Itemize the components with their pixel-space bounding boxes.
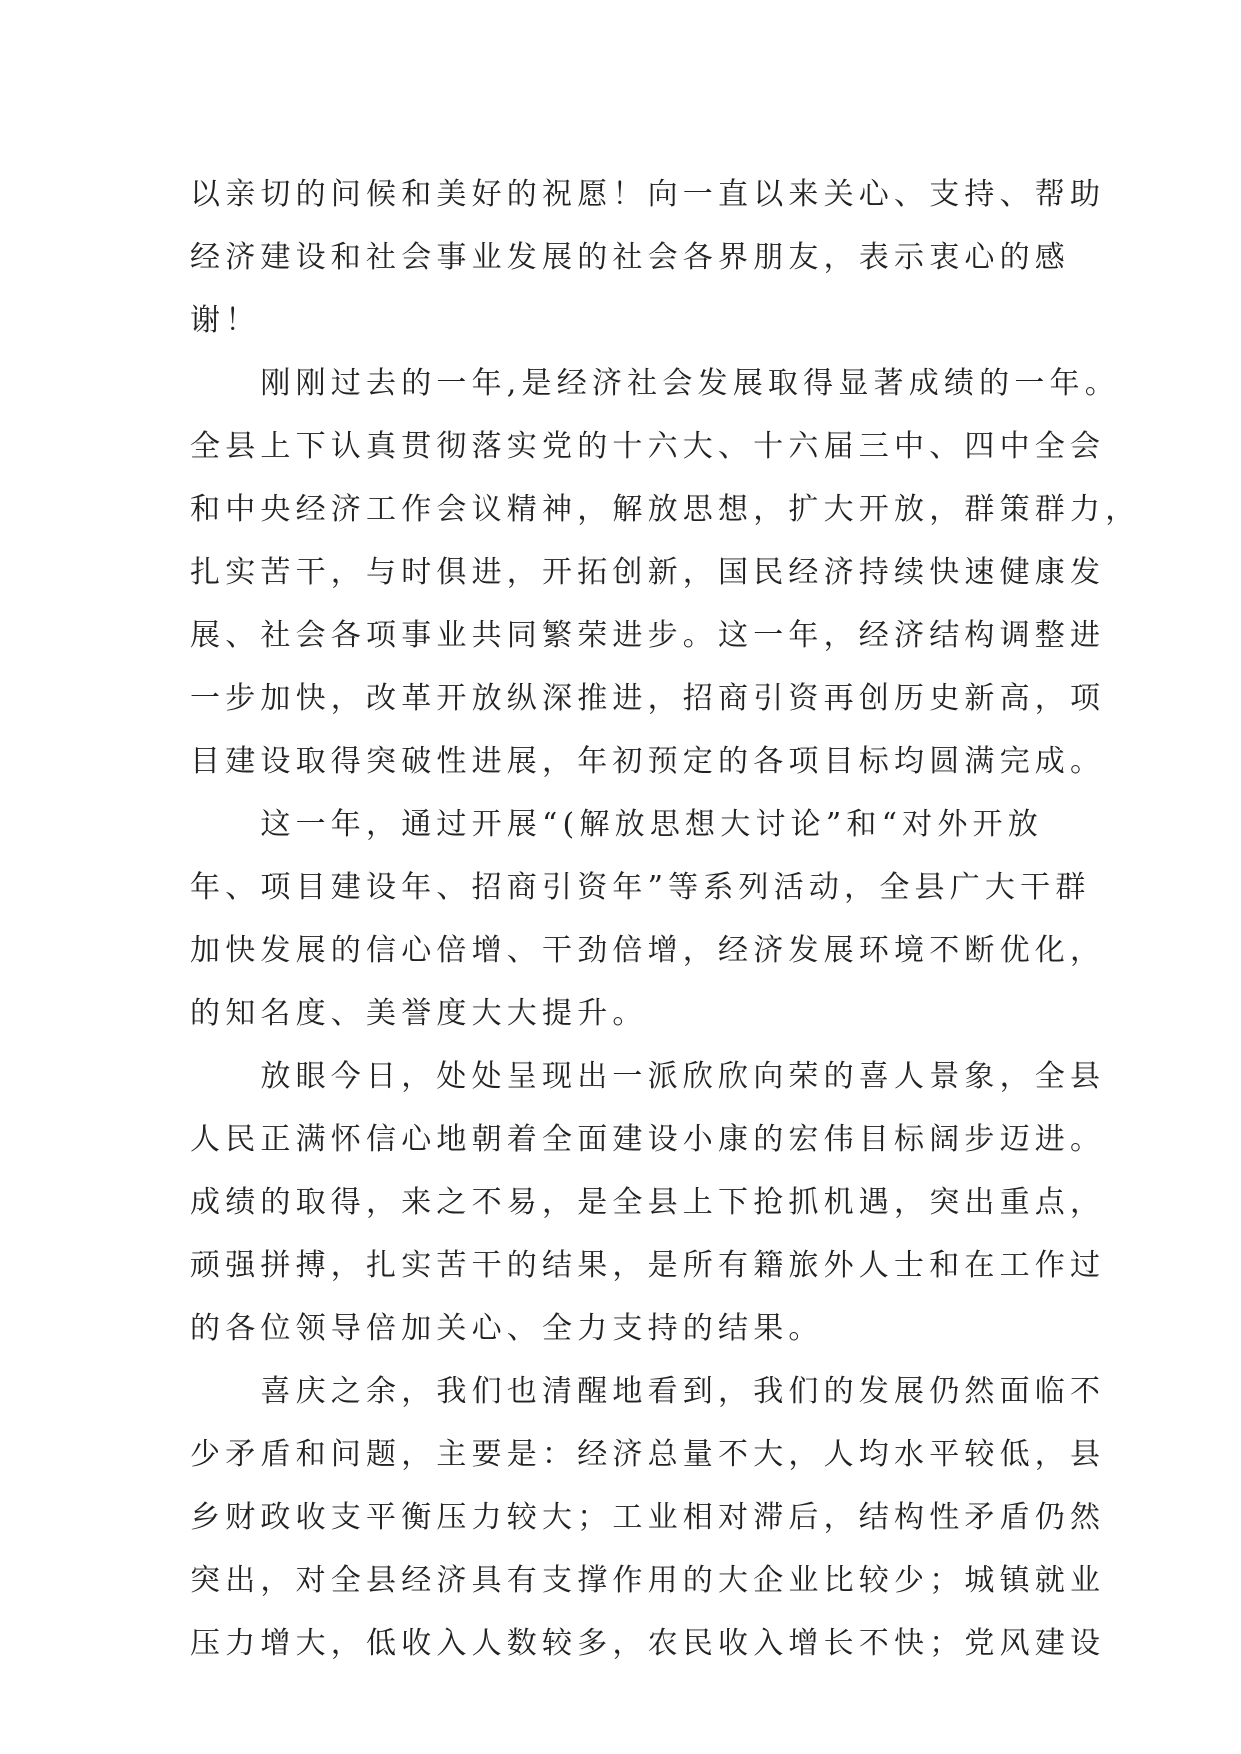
text-line: 扎实苦干，与时俱进，开拓创新，国民经济持续快速健康发: [190, 555, 1106, 590]
text-line: 这一年，通过开展“(解放思想大讨论”和“对外开放: [190, 807, 1043, 842]
text-line: 突出，对全县经济具有支撑作用的大企业比较少；城镇就业: [190, 1563, 1106, 1598]
text-line: 一步加快，改革开放纵深推进，招商引资再创历史新高，项: [190, 681, 1106, 716]
text-line: 压力增大，低收入人数较多，农民收入增长不快；党风建设: [190, 1626, 1106, 1661]
text-line: 和中央经济工作会议精神，解放思想，扩大开放，群策群力，: [190, 492, 1141, 527]
text-line: 年、项目建设年、招商引资年”等系列活动，全县广大干群: [190, 870, 1091, 905]
text-line: 刚刚过去的一年,是经济社会发展取得显著成绩的一年。: [190, 366, 1120, 401]
body-text: [190, 163, 1141, 1675]
text-line: 成绩的取得，来之不易，是全县上下抢抓机遇，突出重点，: [190, 1185, 1106, 1220]
text-line: 展、社会各项事业共同繁荣进步。这一年，经济结构调整进: [190, 618, 1106, 653]
text-line: 少矛盾和问题，主要是：经济总量不大，人均水平较低，县: [190, 1437, 1106, 1472]
text-line: 顽强拼搏，扎实苦干的结果，是所有籍旅外人士和在工作过: [190, 1248, 1106, 1283]
text-line: 放眼今日，处处呈现出一派欣欣向荣的喜人景象，全县: [190, 1059, 1106, 1094]
text-line: 的各位领导倍加关心、全力支持的结果。: [190, 1311, 824, 1346]
text-line: 以亲切的问候和美好的祝愿！向一直以来关心、支持、帮助: [190, 177, 1106, 212]
text-line: 加快发展的信心倍增、干劲倍增，经济发展环境不断优化，: [190, 933, 1106, 968]
text-line: 乡财政收支平衡压力较大；工业相对滞后，结构性矛盾仍然: [190, 1500, 1106, 1535]
text-line: 喜庆之余，我们也清醒地看到，我们的发展仍然面临不: [190, 1374, 1106, 1409]
text-line: 全县上下认真贯彻落实党的十六大、十六届三中、四中全会: [190, 429, 1106, 464]
text-line: 谢！: [190, 303, 261, 338]
text-line: 目建设取得突破性进展，年初预定的各项目标均圆满完成。: [190, 744, 1106, 779]
text-line: 经济建设和社会事业发展的社会各界朋友，表示衷心的感: [190, 240, 1070, 275]
text-line: 的知名度、美誉度大大提升。: [190, 996, 648, 1031]
text-line: 人民正满怀信心地朝着全面建设小康的宏伟目标阔步迈进。: [190, 1122, 1106, 1157]
